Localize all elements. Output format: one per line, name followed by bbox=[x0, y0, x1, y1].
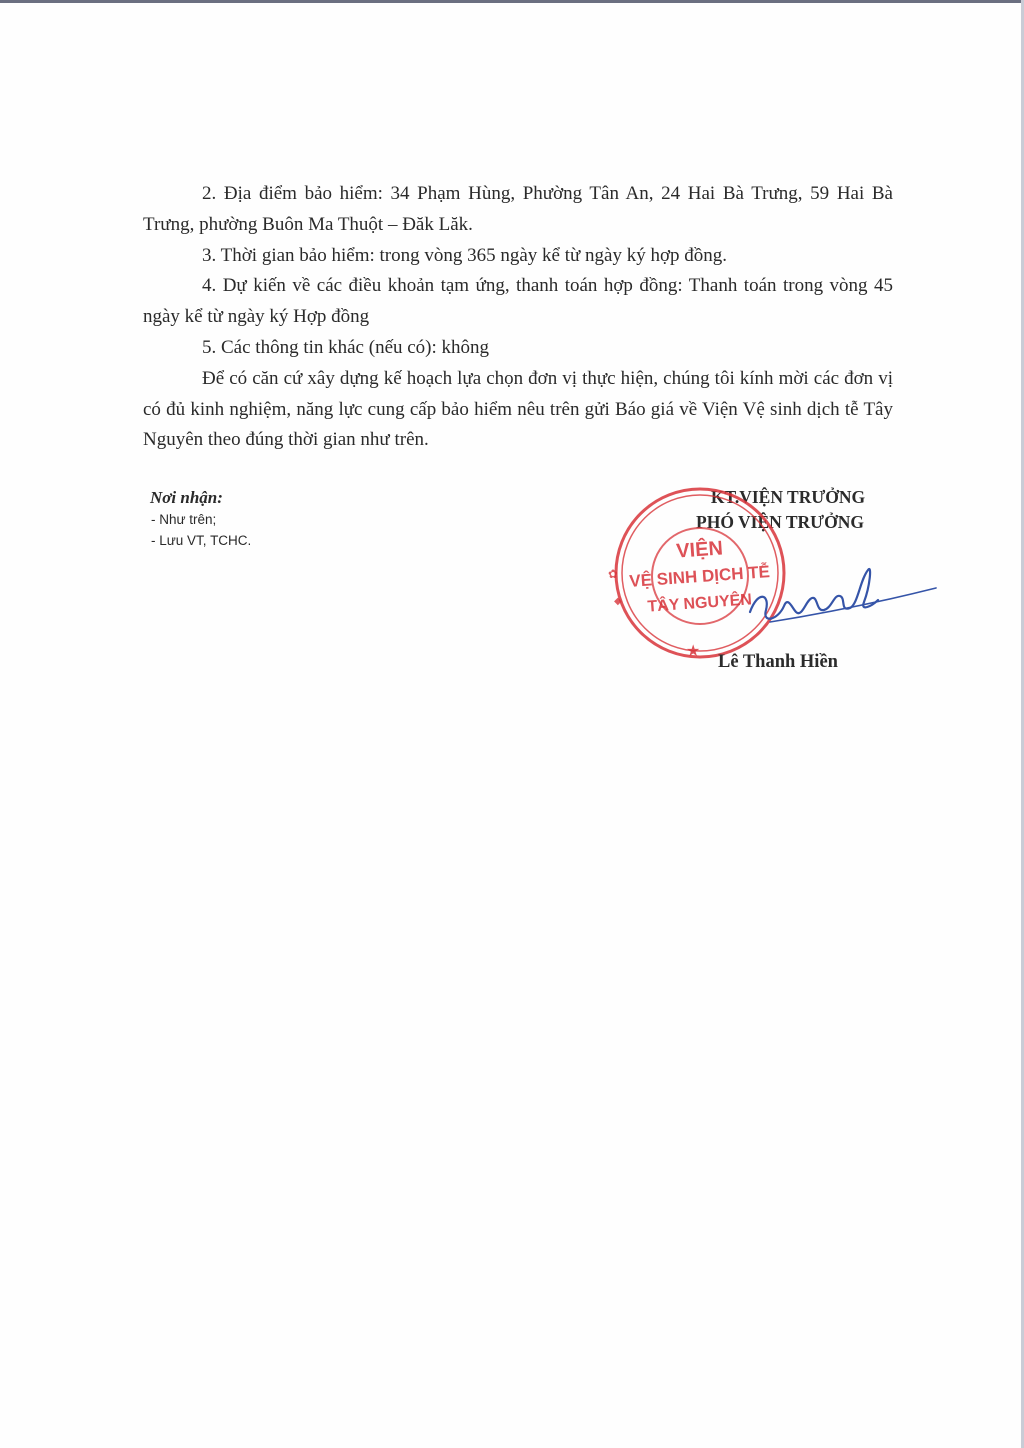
signature-title-line2: PHÓ VIỆN TRƯỞNG bbox=[696, 512, 864, 532]
seal-text-line2: VỆ SINH DỊCH TỄ bbox=[628, 562, 771, 591]
paragraph-duration: 3. Thời gian bảo hiểm: trong vòng 365 ngày kể từ ngày ký hợp đồng. bbox=[202, 244, 728, 266]
scan-top-edge bbox=[0, 0, 1024, 3]
svg-text:◆: ◆ bbox=[614, 596, 622, 607]
recipients-block bbox=[143, 487, 443, 551]
seal-text-line1: VIỆN bbox=[675, 537, 724, 563]
svg-text:✿: ✿ bbox=[608, 567, 619, 581]
signer-name: Lê Thanh Hiền bbox=[718, 652, 838, 672]
svg-text:★: ★ bbox=[686, 641, 701, 660]
document-body bbox=[143, 179, 893, 456]
recipient-item: - Như trên; bbox=[151, 512, 217, 527]
recipients-heading: Nơi nhận: bbox=[150, 488, 223, 507]
paragraph-invitation: Để có căn cứ xây dựng kế hoạch lựa chọn đơn vị thực hiện, chúng tôi kính mời các đơn vị có đủ kinh nghiệm, năng lực cung cấp bảo hiểm nêu trên gửi Báo giá về Viện Vệ sinh dịch tễ Tây Nguyên theo đúng thời gian như trên. bbox=[143, 367, 893, 451]
seal-text-line3: TÂY NGUYÊN bbox=[646, 591, 753, 616]
handwritten-signature bbox=[740, 550, 940, 650]
paragraph-payment-terms: 4. Dự kiến về các điều khoản tạm ứng, thanh toán hợp đồng: Thanh toán trong vòng 45 ngày kể từ ngày ký Hợp đồng bbox=[143, 275, 893, 328]
recipient-item: - Lưu VT, TCHC. bbox=[151, 533, 252, 548]
paragraph-location: 2. Địa điểm bảo hiểm: 34 Phạm Hùng, Phường Tân An, 24 Hai Bà Trưng, 59 Hai Bà Trưng, phường Buôn Ma Thuột – Đăk Lăk. bbox=[143, 183, 893, 235]
paragraph-other-info: 5. Các thông tin khác (nếu có): không bbox=[202, 336, 490, 358]
signature-title-line1: KT.VIỆN TRƯỞNG bbox=[710, 487, 866, 507]
